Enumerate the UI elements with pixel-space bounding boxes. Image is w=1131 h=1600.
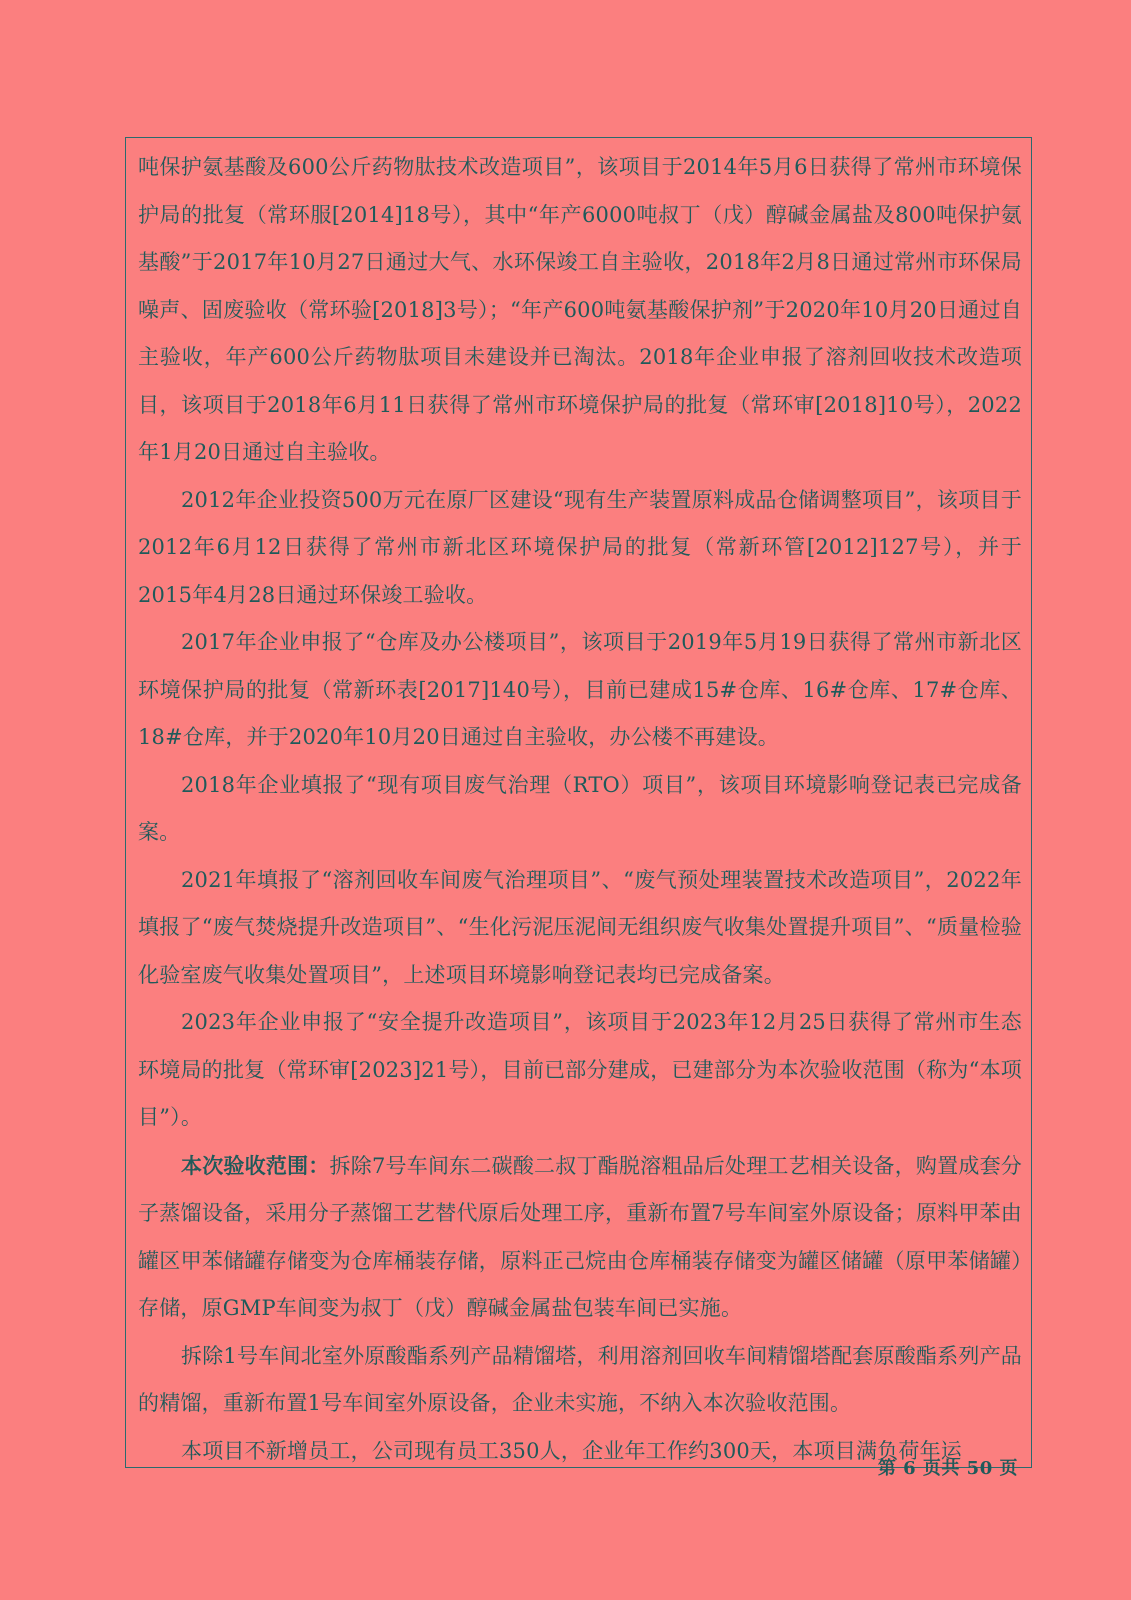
document-frame (125, 137, 1032, 1468)
page-number: 第 6 页共 50 页 (877, 1458, 1018, 1479)
paragraph-2023-project: 2023年企业申报了“安全提升改造项目”，该项目于2023年12月25日获得了常州市生态环境局的批复（常环审[2023]21号），目前已部分建成，已建部分为本次验收范围（称为“本项目”）。 (138, 1010, 1022, 1129)
paragraph-project-history: 吨保护氨基酸及600公斤药物肽技术改造项目”，该项目于2014年5月6日获得了常州市环境保护局的批复（常环服[2014]18号），其中“年产6000吨叔丁（戊）醇碱金属盐及800吨保护氨基酸”于2017年10月27日通过大气、水环保竣工自主验收，2018年2月8日通过常州市环保局噪声、固废验收（常环验[2018]3号）；“年产600吨氨基酸保护剂”于2020年10月20日通过自主验收，年产600公斤药物肽项目未建设并已淘汰。2018年企业申报了溶剂回收技术改造项目，该项目于2018年6月11日获得了常州市环境保护局的批复（常环审[2018]10号），2022年1月20日通过自主验收。 (138, 155, 1022, 464)
acceptance-scope-heading: 本次验收范围： (181, 1152, 330, 1178)
paragraph-2017-project: 2017年企业申报了“仓库及办公楼项目”，该项目于2019年5月19日获得了常州市新北区环境保护局的批复（常新环表[2017]140号），目前已建成15#仓库、16#仓库、17#仓库、18#仓库，并于2020年10月20日通过自主验收，办公楼不再建设。 (138, 630, 1022, 749)
paragraph-2018-rto: 2018年企业填报了“现有项目废气治理（RTO）项目”，该项目环境影响登记表已完成备案。 (138, 772, 1022, 844)
acceptance-scope-text: 拆除7号车间东二碳酸二叔丁酯脱溶粗品后处理工艺相关设备，购置成套分子蒸馏设备，采用分子蒸馏工艺替代原后处理工序，重新布置7号车间室外原设备；原料甲苯由罐区甲苯储罐存储变为仓库桶装存储，原料正己烷由仓库桶装存储变为罐区储罐（原甲苯储罐）存储，原GMP车间变为叔丁（戊）醇碱金属盐包装车间已实施。 (138, 1153, 1022, 1320)
paragraph-staffing: 本项目不新增员工，公司现有员工350人，企业年工作约300天，本项目满负荷年运 (181, 1438, 962, 1463)
paragraph-not-implemented: 拆除1号车间北室外原酸酯系列产品精馏塔，利用溶剂回收车间精馏塔配套原酸酯系列产品的精馏，重新布置1号车间室外原设备，企业未实施，不纳入本次验收范围。 (138, 1343, 1022, 1415)
paragraph-2012-project: 2012年企业投资500万元在原厂区建设“现有生产装置原料成品仓储调整项目”，该项目于2012年6月12日获得了常州市新北区环境保护局的批复（常新环管[2012]127号），并于2015年4月28日通过环保竣工验收。 (138, 487, 1022, 607)
paragraph-acceptance-scope (138, 1142, 1022, 1333)
paragraph-2021-2022-filings: 2021年填报了“溶剂回收车间废气治理项目”、“废气预处理装置技术改造项目”，2022年填报了“废气焚烧提升改造项目”、“生化污泥压泥间无组织废气收集处置提升项目”、“质量检验化验室废气收集处置项目”，上述项目环境影响登记表均已完成备案。 (138, 867, 1022, 987)
